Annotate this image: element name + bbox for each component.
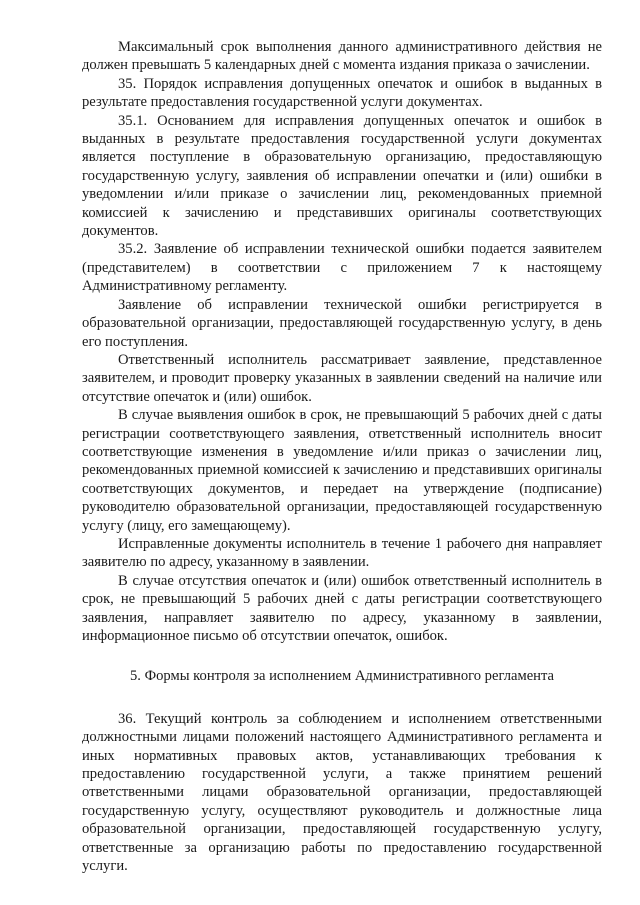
paragraph-36: 36. Текущий контроль за соблюдением и исполнением ответственными должностными лицами положений настоящего Административного регламента и иных нормативных правовых актов, устанавливающих требования к предоставлению государственной услуги, а также принятием решений ответственными лицами образовательной организации, предоставляющей государственную услугу, осуществляют руководитель и должностные лица образовательной организации, предоставляющей государственную услугу, ответственные за организацию работы по предоставлению государственной услуги. [82, 710, 602, 875]
paragraph-no-errors: В случае отсутствия опечаток и (или) ошибок ответственный исполнитель в срок, не превышающий 5 рабочих дней с даты регистрации соответствующего заявления, направляет заявителю по адресу, указанному в заявлении, информационное письмо об отсутствии опечаток, ошибок. [82, 572, 602, 644]
paragraph-review: Ответственный исполнитель рассматривает заявление, представленное заявителем, и проводит проверку указанных в заявлении сведений на наличие или отсутствие опечаток и (или) ошибок. [82, 351, 602, 405]
paragraph-35: 35. Порядок исправления допущенных опечаток и ошибок в выданных в результате предоставления государственной услуги документах. [82, 75, 602, 111]
paragraph-corrected-docs: Исправленные документы исполнитель в течение 1 рабочего дня направляет заявителю по адресу, указанному в заявлении. [82, 535, 602, 571]
paragraph-35-1: 35.1. Основанием для исправления допущенных опечаток и ошибок в выданных в результате предоставления государственной услуги документах является поступление в образовательную организацию, предоставляющую государственную услугу, заявления об исправлении опечатки и (или) ошибки в уведомлении и/или приказе о зачислении лиц, рекомендованных приемной комиссией к зачислению и представивших оригиналы соответствующих документов. [82, 112, 602, 240]
paragraph-35-2: 35.2. Заявление об исправлении технической ошибки подается заявителем (представителем) в соответствии с приложением 7 к настоящему Административному регламенту. [82, 241, 602, 295]
paragraph-max-term: Максимальный срок выполнения данного административного действия не должен превышать 5 календарных дней с момента издания приказа о зачислении. [82, 39, 602, 74]
paragraph-registration: Заявление об исправлении технической ошибки регистрируется в образовательной организации, предоставляющей государственную услугу, в день его поступления. [82, 296, 602, 350]
section-heading: 5. Формы контроля за исполнением Административного регламента [129, 668, 555, 685]
document-page [82, 38, 602, 875]
paragraph-errors-found: В случае выявления ошибок в срок, не превышающий 5 рабочих дней с даты регистрации соответствующего заявления, ответственный исполнитель вносит соответствующие изменения в уведомление и/или приказ о зачислении лиц, рекомендованных приемной комиссией к зачислению и представивших оригиналы соответствующих документов, и передает на утверждение (подписание) руководителю образовательной организации, предоставляющей государственную услугу (лицу, его замещающему). [82, 407, 602, 534]
